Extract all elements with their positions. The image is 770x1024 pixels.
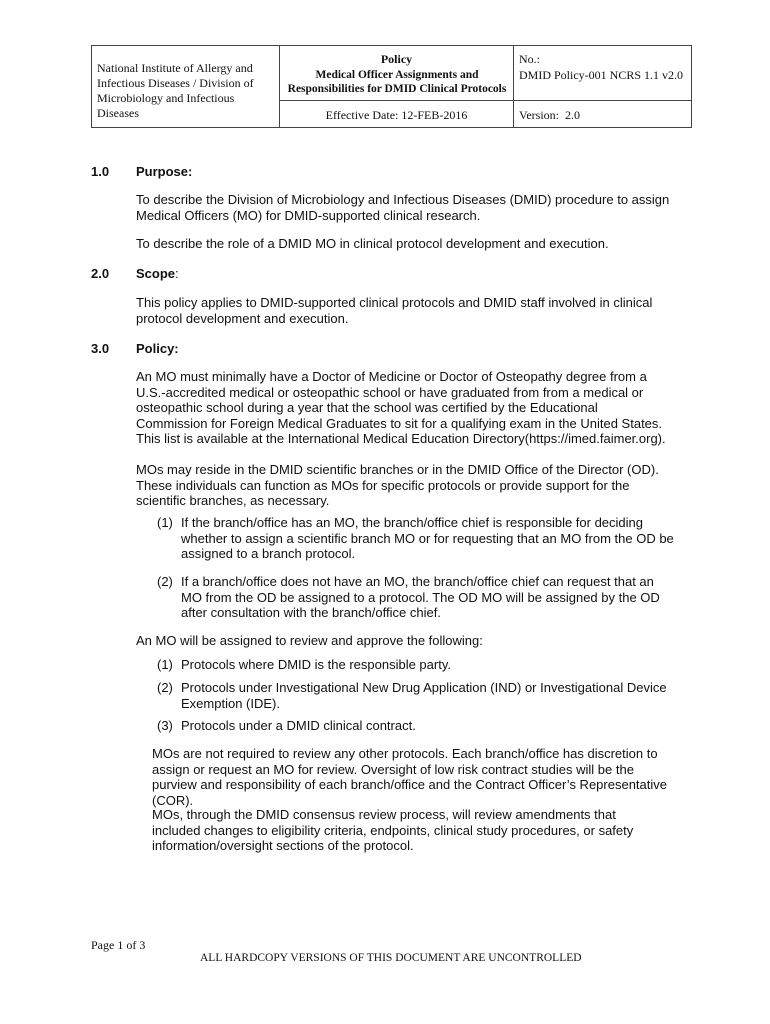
scope-title: Scope	[136, 266, 176, 281]
header-divider	[513, 46, 514, 127]
section-number: 1.0	[91, 164, 110, 179]
version: Version: 2.0	[519, 108, 580, 122]
policy-number: DMID Policy-001 NCRS 1.1 v2.0	[519, 68, 684, 82]
list-item: Protocols under a DMID clinical contract.	[181, 718, 416, 733]
organization-name: National Institute of Allergy and Infectious Diseases / Division of Microbiology and Infectious Diseases	[97, 61, 254, 120]
policy-title: Medical Officer Assignments and Responsibilities for DMID Clinical Protocols	[287, 69, 507, 95]
policy-paragraph: An MO will be assigned to review and approve the following:	[136, 633, 483, 648]
list-item: If a branch/office does not have an MO, the branch/office chief can request that an MO from the OD be assigned to a protocol. The OD MO will be assigned by the OD after consultation with the branch/office chief.	[181, 574, 660, 620]
scope-paragraph: This policy applies to DMID-supported clinical protocols and DMID staff involved in clinical protocol development and execution.	[136, 295, 653, 326]
section-number: 3.0	[91, 341, 110, 356]
list-item-label: (1)	[157, 515, 173, 530]
policy-label: Policy	[380, 52, 413, 66]
policy-paragraph: MOs, through the DMID consensus review process, will review amendments that included changes to eligibility criteria, endpoints, clinical study procedures, or safety information/oversight sections of the protocol.	[152, 807, 634, 853]
purpose-paragraph: To describe the Division of Microbiology and Infectious Diseases (DMID) procedure to assign Medical Officers (MO) for DMID-supported clinical research.	[136, 192, 670, 223]
list-item-label: (3)	[157, 718, 173, 733]
page-number: Page 1 of 3	[91, 938, 146, 952]
list-item-label: (1)	[157, 657, 173, 672]
document-header-table	[91, 45, 692, 128]
policy-paragraph: An MO must minimally have a Doctor of Medicine or Doctor of Osteopathy degree from a U.S.-accredited medical or osteopathic school or have graduated from from a medical or osteopathic school during a year that the school was certified by the Educational Commission for Foreign Medical Graduates to sit for a qualifying exam in the United States. This list is available at the International Medical Education Directory(https://imed.faimer.org).	[136, 369, 666, 446]
section-heading-purpose: Purpose:	[136, 164, 193, 179]
section-heading-policy: Policy:	[136, 341, 179, 356]
scope-colon: :	[175, 266, 179, 281]
list-item: Protocols under Investigational New Drug Application (IND) or Investigational Device Exemption (IDE).	[181, 680, 667, 711]
list-item: If the branch/office has an MO, the branch/office chief is responsible for deciding whether to assign a scientific branch MO or for requesting that an MO from the OD be assigned to a branch protocol.	[181, 515, 674, 561]
uncontrolled-notice: ALL HARDCOPY VERSIONS OF THIS DOCUMENT ARE UNCONTROLLED	[200, 952, 582, 964]
section-number: 2.0	[91, 266, 110, 281]
policy-number-label: No.:	[519, 52, 540, 66]
header-divider	[279, 100, 691, 101]
policy-paragraph: MOs may reside in the DMID scientific branches or in the DMID Office of the Director (OD). These individuals can function as MOs for specific protocols or provide support for the scientific branches, as necessary.	[136, 462, 659, 508]
purpose-paragraph: To describe the role of a DMID MO in clinical protocol development and execution.	[136, 236, 609, 251]
list-item-label: (2)	[157, 574, 173, 589]
effective-date: Effective Date: 12-FEB-2016	[325, 108, 468, 122]
list-item: Protocols where DMID is the responsible party.	[181, 657, 451, 672]
section-heading-scope	[136, 266, 179, 282]
policy-paragraph: MOs are not required to review any other protocols. Each branch/office has discretion to assign or request an MO for review. Oversight of low risk contract studies will be the purview and responsibility of each branch/office and the Contract Officer’s Representative (COR).	[152, 746, 667, 808]
list-item-label: (2)	[157, 680, 173, 695]
